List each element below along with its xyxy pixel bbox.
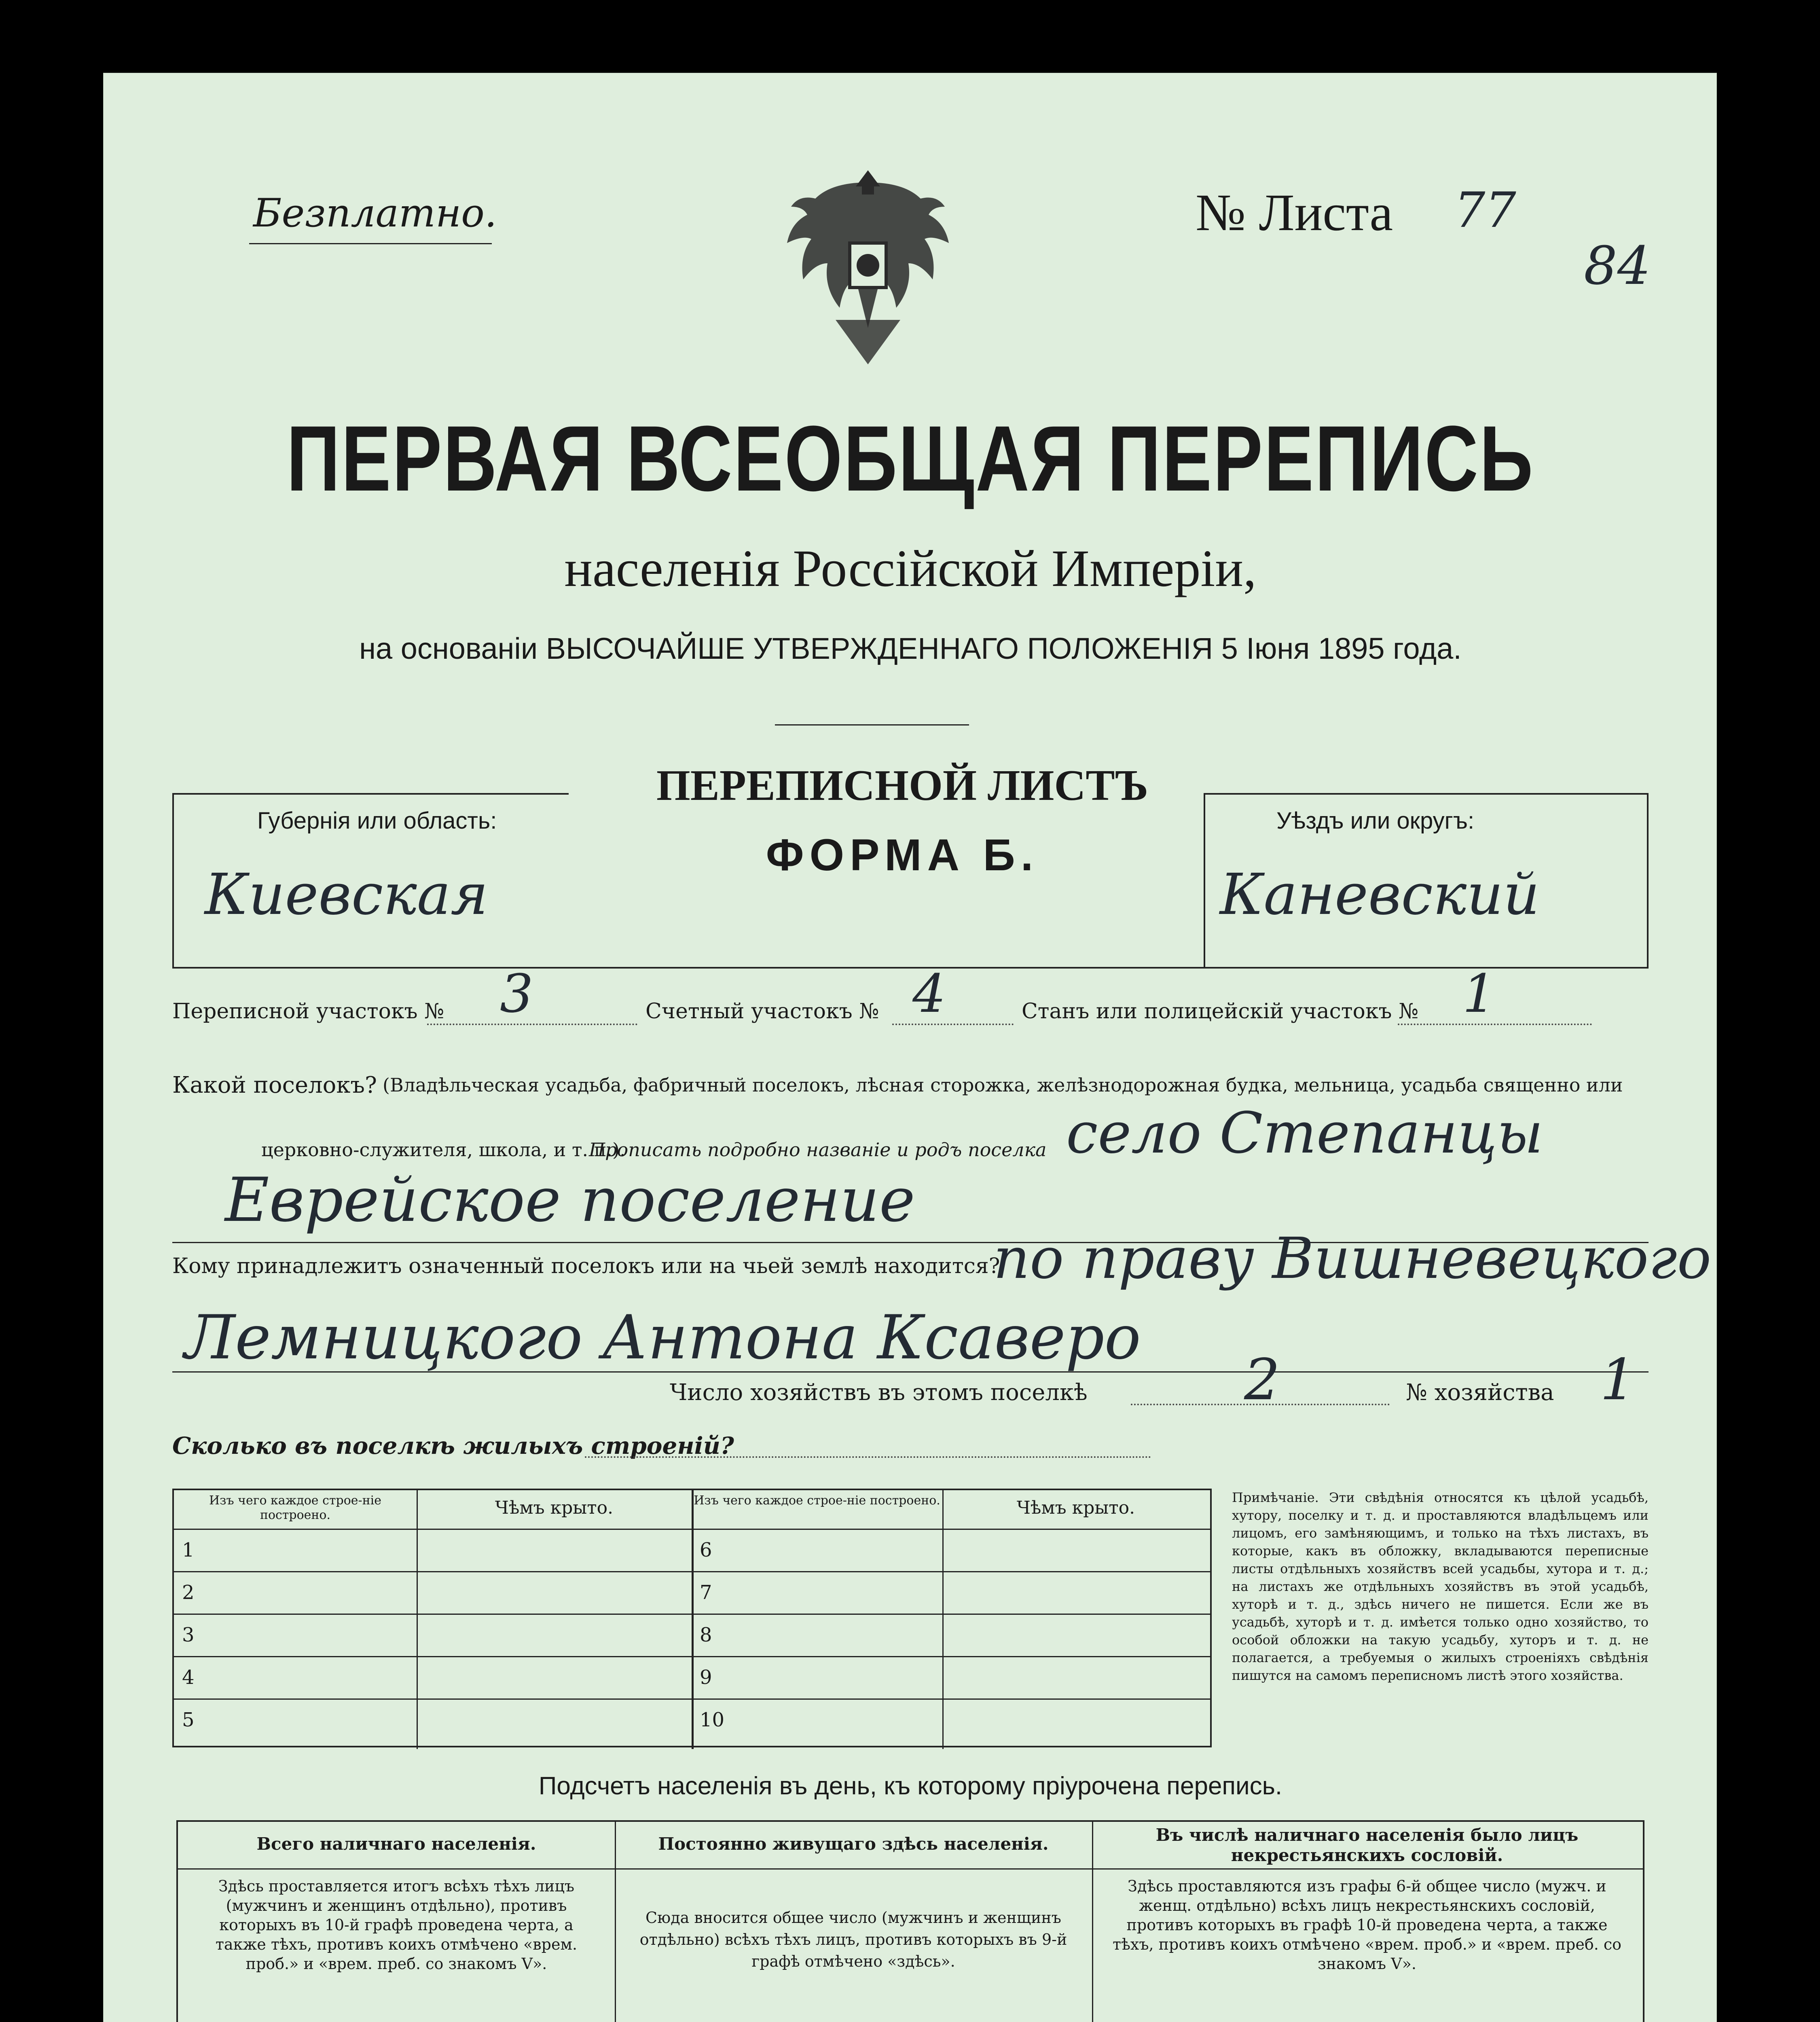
district-label: Уѣздъ или округъ: [1276, 808, 1475, 834]
buildings-row-number: 2 [182, 1581, 195, 1604]
owner-value-2: Лемницкого Антона Ксаверо [184, 1303, 1141, 1373]
settlement-value-1: село Степанцы [1066, 1100, 1543, 1166]
buildings-row-number: 5 [182, 1709, 195, 1731]
population-col1-text: Здѣсь проставляется итогъ всѣхъ тѣхъ лицъ (мужчинъ и женщинъ отдѣльно), противъ которыхъ въ 10-й графѣ проведена черта, а также тѣхъ, противъ коихъ отмѣчено «врем. проб.» и «врем. преб. со знакомъ V». [215, 1877, 578, 1973]
census-form-sheet [103, 73, 1717, 2022]
buildings-row-number: 3 [182, 1624, 195, 1646]
household-number-label: № хозяйства [1406, 1379, 1554, 1406]
census-basis: на основаніи ВЫСОЧАЙШЕ УТВЕРЖДЕННАГО ПОЛОЖЕНІЯ 5 Іюня 1895 года. [359, 632, 1462, 665]
buildings-row-number: 10 [700, 1709, 725, 1731]
header-divider [775, 724, 969, 725]
settlement-value-2: Еврейское поселение [225, 1165, 915, 1235]
census-title: ПЕРВАЯ ВСЕОБЩАЯ ПЕРЕПИСЬ [286, 406, 1534, 510]
province-label: Губернія или область: [257, 808, 497, 834]
imperial-eagle-emblem [755, 166, 981, 376]
buildings-table [172, 1489, 1212, 1747]
population-col3-title: Въ числѣ наличнаго населенія было лицъ некрестьянскихъ сословій. [1155, 1825, 1579, 1865]
buildings-row-number: 8 [700, 1624, 712, 1646]
population-col3-text: Здѣсь проставляются изъ графы 6-й общее число (мужч. и женщ. отдѣльно) всѣхъ лицъ некрестьянскихъ сословій, противъ которыхъ въ графѣ 10-й проведена черта, а также тѣхъ, противъ коихъ отмѣчено «врем. проб.» и «врем. преб. со знакомъ V». [1112, 1877, 1622, 1973]
district-value: Каневский [1220, 862, 1540, 928]
census-district-label: Переписной участокъ № [172, 999, 444, 1024]
buildings-note: Примѣчаніе. Эти свѣдѣнія относятся къ цѣлой усадьбѣ, хутору, поселку и т. д. и проставляются владѣльцемъ или лицомъ, его замѣняющимъ, и только на тѣхъ листахъ, въ которые, какъ въ обложку, вкладываются переписные листы отдѣльныхъ хозяйствъ всей усадьбы, хутора и т. д.; на листахъ же отдѣльныхъ хозяйствъ въ этой усадьбѣ, хуторѣ и т. д., здѣсь ничего не пишется. Если же въ усадьбѣ, хуторѣ и т. д. имѣется только одно хозяйство, то особой обложки на такую усадьбу, хуторъ и т. д. не полагается, а требуемыя о жилыхъ строеніяхъ свѣдѣнія пишутся на самомъ переписномъ листѣ этого хозяйства. [1232, 1490, 1649, 1683]
buildings-col-material-2: Изъ чего каждое строе-ніе построено. [694, 1493, 940, 1508]
population-col2-text: Сюда вносится общее число (мужчинъ и женщинъ отдѣльно) всѣхъ тѣхъ лицъ, противъ которыхъ въ 9-й графѣ отмѣчено «здѣсь». [639, 1909, 1067, 1970]
buildings-row-number: 4 [182, 1666, 195, 1689]
buildings-col-roof: Чѣмъ крыто. [495, 1497, 614, 1518]
count-district-value: 4 [912, 963, 946, 1024]
form-title: ПЕРЕПИСНОЙ ЛИСТЪ [656, 761, 1149, 810]
buildings-col-material: Изъ чего каждое строе-ніе построено. [209, 1493, 381, 1522]
population-col2-title: Постоянно живущаго здѣсь населенія. [658, 1834, 1049, 1854]
sheet-number-value: 77 [1454, 182, 1516, 239]
free-underline [249, 243, 492, 244]
buildings-col-roof-2: Чѣмъ крыто. [1016, 1497, 1135, 1518]
form-header-rule [172, 967, 1649, 969]
count-district-label: Счетный участокъ № [645, 999, 879, 1024]
settlement-hint: (Владѣльческая усадьба, фабричный поселокъ, лѣсная сторожка, желѣзнодорожная будка, мельница, усадьба священно или [383, 1074, 1623, 1096]
settlement-hint-3: Прописать подробно названіе и родъ поселка [589, 1139, 1047, 1161]
household-number-value: 1 [1600, 1347, 1636, 1413]
owner-value-1: по праву Вишневецкого [993, 1226, 1712, 1292]
buildings-row-number: 7 [700, 1581, 712, 1604]
form-type: ФОРМА Б. [766, 830, 1039, 880]
buildings-row-number: 6 [700, 1539, 712, 1561]
buildings-row-number: 9 [700, 1666, 712, 1689]
households-value: 2 [1244, 1347, 1280, 1413]
census-subtitle: населенія Россійской Имперіи, [564, 539, 1257, 598]
buildings-row-number: 1 [182, 1539, 195, 1561]
settlement-label: Какой поселокъ? [172, 1072, 377, 1098]
corner-handwritten-mark: 84 [1584, 235, 1651, 296]
settlement-hint-2: церковно-служителя, школа, и т. п.). [261, 1139, 626, 1161]
buildings-label: Сколько въ поселкѣ жилыхъ строеній? [172, 1432, 734, 1459]
police-district-value: 1 [1462, 963, 1496, 1024]
households-label: Число хозяйствъ въ этомъ поселкѣ [670, 1379, 1088, 1406]
population-col1-title: Всего наличнаго населенія. [256, 1834, 536, 1854]
province-value: Киевская [205, 862, 489, 928]
sheet-number-label: № Листа [1196, 184, 1393, 242]
police-district-label: Станъ или полицейскій участокъ № [1022, 999, 1419, 1024]
owner-label: Кому принадлежитъ означенный поселокъ или на чьей землѣ находится? [172, 1254, 1000, 1278]
population-table [176, 1820, 1644, 2022]
census-district-value: 3 [500, 963, 533, 1024]
free-label: Безплатно. [253, 190, 497, 236]
population-heading: Подсчетъ населенія въ день, къ которому пріурочена перепись. [538, 1772, 1282, 1800]
